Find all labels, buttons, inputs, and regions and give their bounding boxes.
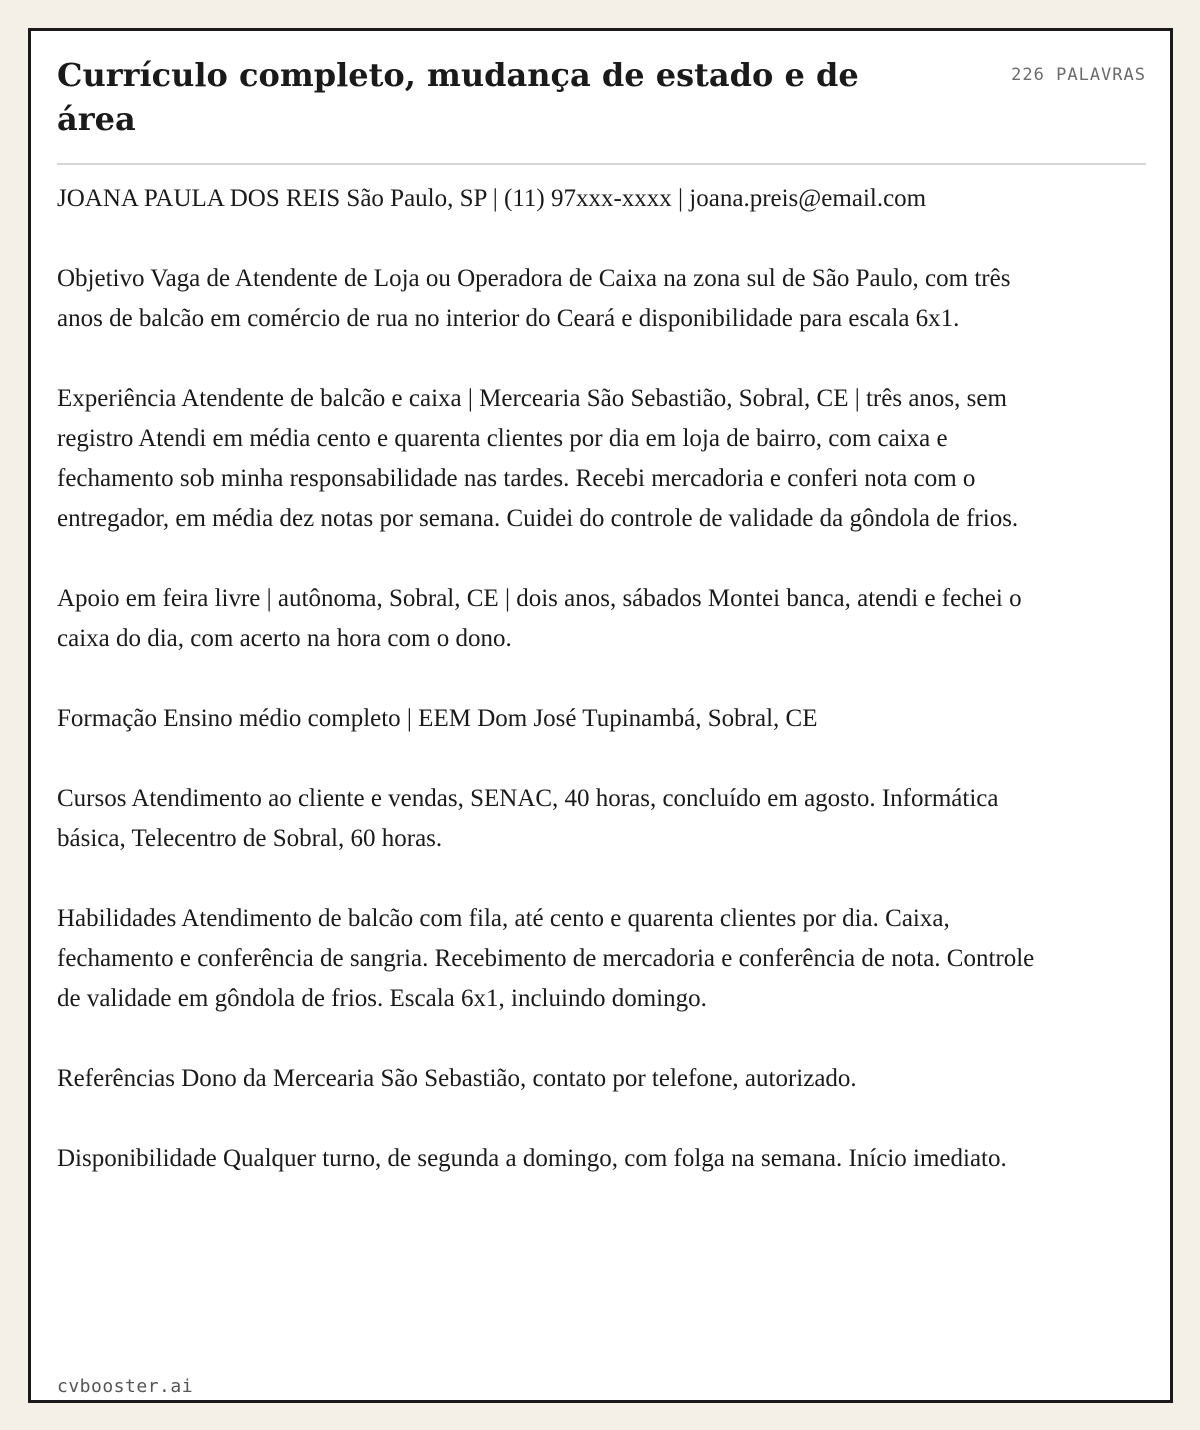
courses-section: Cursos Atendimento ao cliente e vendas, SENAC, 40 horas, concluído em agosto. Informática básica, Telecentro de Sobral, 60 horas. — [57, 785, 999, 852]
resume-body — [57, 179, 1047, 1219]
contact-line: JOANA PAULA DOS REIS São Paulo, SP | (11) 97xxx-xxxx | joana.preis@email.com — [57, 185, 927, 212]
experience-section: Experiência Atendente de balcão e caixa | Mercearia São Sebastião, Sobral, CE | três anos, sem registro Atendi em média cento e quarenta clientes por dia em loja de bairro, com caixa e fechamento sob minha responsabilidade nas tardes. Recebi mercadoria e conferi nota com o entregador, em média dez notas por semana. Cuidei do controle de validade da gôndola de frios. — [57, 385, 1019, 532]
experience-item-feira: Apoio em feira livre | autônoma, Sobral, CE | dois anos, sábados Montei banca, atendi e fechei o caixa do dia, com acerto na hora com o dono. — [57, 585, 1022, 652]
brand-footer: cvbooster.ai — [57, 1376, 194, 1397]
references-section: Referências Dono da Mercearia São Sebastião, contato por telefone, autorizado. — [57, 1065, 857, 1092]
word-count-badge: 226 PALAVRAS — [1011, 65, 1146, 85]
availability-section: Disponibilidade Qualquer turno, de segunda a domingo, com folga na semana. Início imediato. — [57, 1145, 1007, 1172]
resume-card — [28, 28, 1173, 1403]
page-title: Currículo completo, mudança de estado e de área — [57, 56, 859, 138]
skills-section: Habilidades Atendimento de balcão com fila, até cento e quarenta clientes por dia. Caixa, fechamento e conferência de sangria. Recebimento de mercadoria e conferência de nota. Controle de validade em gôndola de frios. Escala 6x1, incluindo domingo. — [57, 905, 1035, 1012]
objective-section: Objetivo Vaga de Atendente de Loja ou Operadora de Caixa na zona sul de São Paulo, com três anos de balcão em comércio de rua no interior do Ceará e disponibilidade para escala 6x1. — [57, 265, 1011, 332]
education-section: Formação Ensino médio completo | EEM Dom José Tupinambá, Sobral, CE — [57, 705, 818, 732]
card-header — [57, 53, 1146, 165]
